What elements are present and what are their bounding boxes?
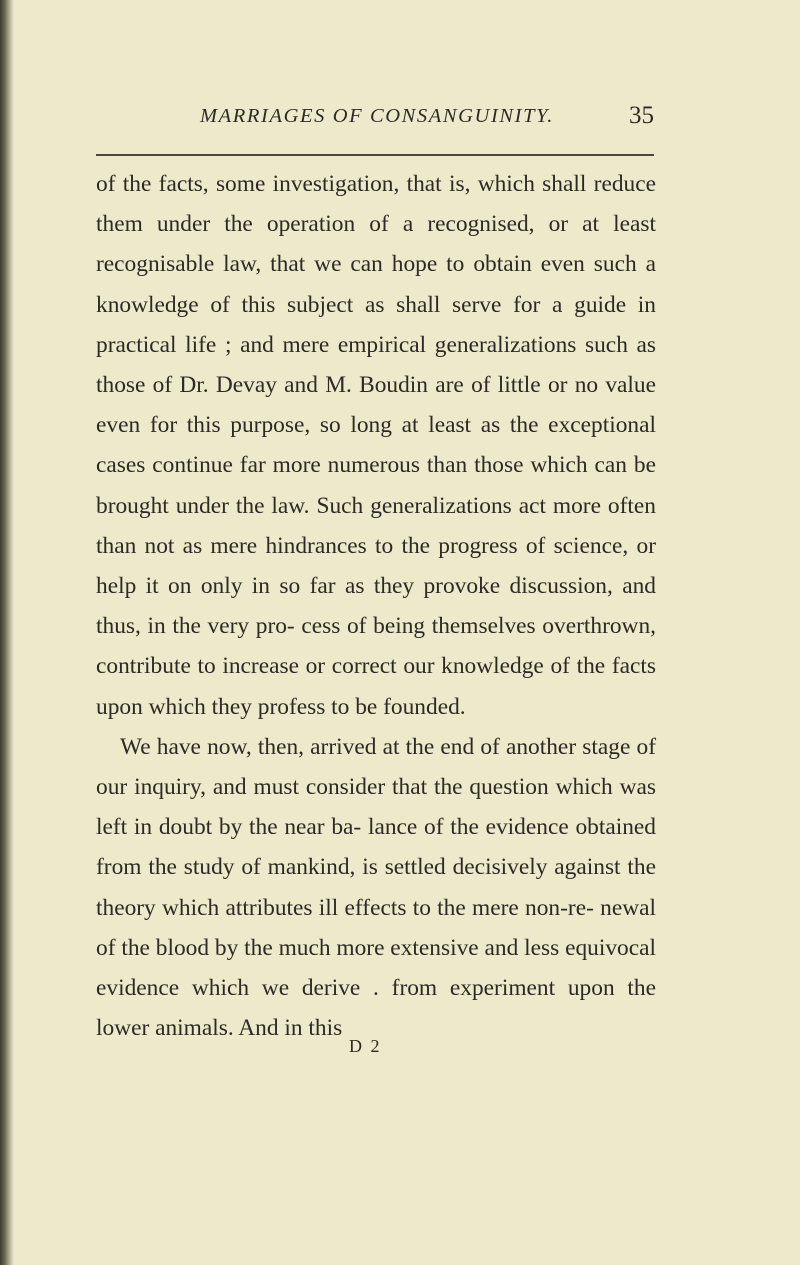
paragraph-continued: of the facts, some investigation, that is, which shall reduce them under the operation of a recognised, or at least recognisable law, that we can hope to obtain even such a knowledge of this subject as shall serve for a guide in practical life ; and mere empirical generalizations such as those of Dr. Devay and M. Boudin are of little or no value even for this purpose, so long at least as the exceptional cases continue far more numerous than those which can be brought under the law. Such generalizations act more often than not as mere hindrances to the progress of science, or help it on only in so far as they provoke discussion, and thus, in the very pro- cess of being themselves overthrown, contribute to increase or correct our knowledge of the facts upon which they profess to be founded. [96,171,656,720]
body-text [96,164,656,1048]
page-gutter-shadow [0,0,14,1265]
signature-mark: D 2 [349,1036,382,1056]
running-head [96,96,656,136]
running-head-title: MARRIAGES OF CONSANGUINITY. [200,105,554,127]
page-number: 35 [629,102,654,129]
header-rule [96,154,654,156]
paragraph: We have now, then, arrived at the end of another stage of our inquiry, and must consider that the question which was left in doubt by the near ba- lance of the evidence obtained from the study of mankind, is settled decisively against the theory which attributes ill effects to the mere non-re- newal of the blood by the much more extensive and less equivocal evidence which we derive . from experiment upon the lower animals. And in this [96,733,656,1042]
